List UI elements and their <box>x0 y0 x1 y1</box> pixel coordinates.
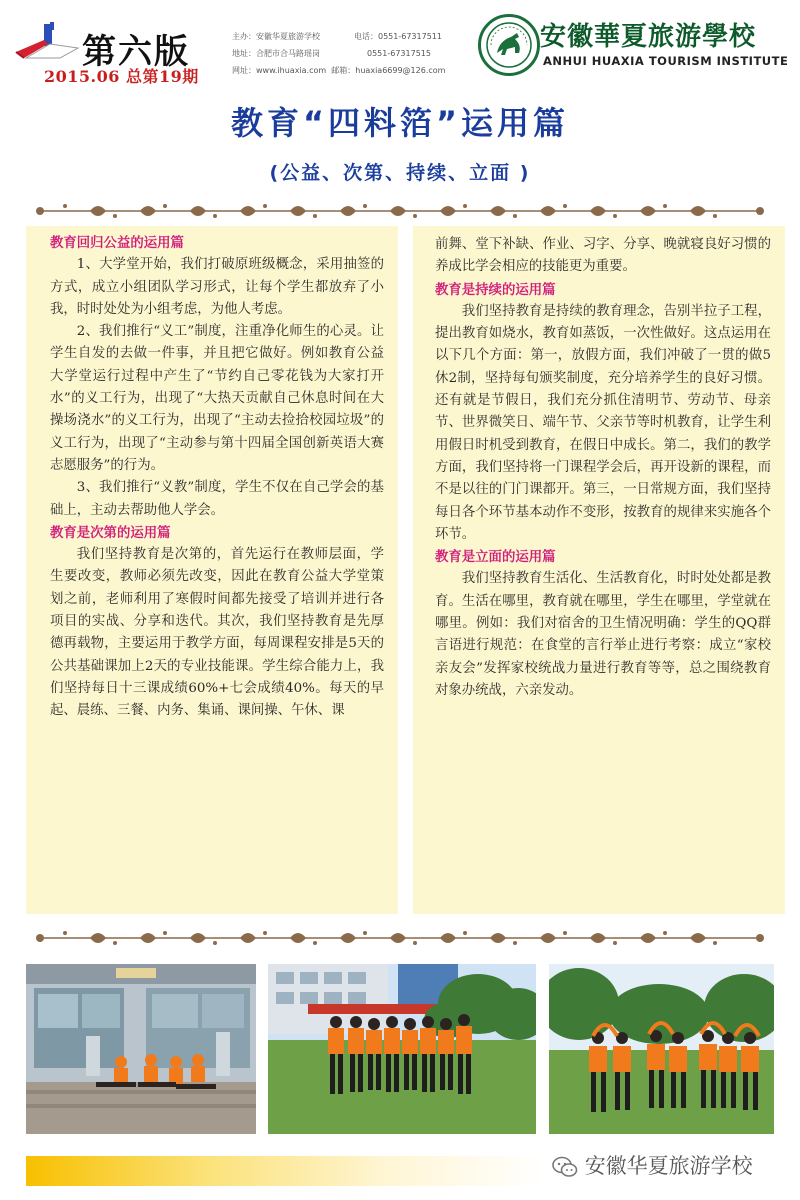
paragraph: 1、大学堂开始，我们打破原班级概念，采用抽签的方式，成立小组团队学习形式，让每个学生都放弃了小我，时时处处为小组考虑，为他人考虑。 <box>50 257 384 317</box>
ornament-divider-top <box>30 199 770 223</box>
school-name-en: ANHUI HUAXIA TOURISM INSTITUTE <box>543 54 789 68</box>
ornament-divider-bottom <box>30 926 770 950</box>
photo-students-heart-shapes <box>549 964 774 1134</box>
paragraph: 2、我们推行“义工”制度，注重净化师生的心灵。让学生自发的去做一件事，并且把它做好。例如教育公益大学堂运行过程中产生了“节约自己零花钱为大家打开水”的义工行为，出现了“大热天贡献自己休息时间在大操场浇水”的义工行为，出现了“主动去捡拾校园垃圾”的义工行为，出现了“主动参与第十四届全国创新英语大赛志愿服务”的行为。 <box>50 324 384 473</box>
website-text: 网址：www.ihuaxia.com <box>232 66 327 75</box>
sponsor-text: 主办：安徽华夏旅游学校 <box>232 32 320 41</box>
issue-label: 2015.06 总第19期 <box>44 67 199 86</box>
section-heading-sequence: 教育是次第的运用篇 <box>50 524 171 541</box>
paragraph: 我们坚持教育生活化、生活教育化，时时处处都是教育。生活在哪里，教育就在哪里，学生在哪里，学堂就在哪里。例如：我们对宿舍的卫生情况明确：学生的QQ群言语进行规范：在食堂的言行举止进行考察：成立“家校亲友会”发挥家校统战力量进行教育等等，总之围绕教育对象办统战，六亲发动。 <box>435 571 771 698</box>
email-text: 邮箱：huaxia6699@126.com <box>331 66 446 75</box>
page-header <box>0 0 800 90</box>
edition-label: 第六版 <box>82 32 190 72</box>
paragraph: 我们坚持教育是持续的教育理念，告别半拉子工程，提出教育如烧水，教育如蒸饭，一次性做好。这点运用在以下几个方面：第一，放假方面，我们冲破了一贯的做5休2制，坚持每旬颁奖制度，充分培养学生的良好习惯。还有就是节假日，我们充分抓住清明节、劳动节、母亲节、世界微笑日、端午节、父亲节等时机教育，让学生利用假日时机受到教育，在假日中成长。第二，我们的教学方面，我们坚持将一门课程学会后，再开设新的课程，而不是以往的门门课都开。第三，一日常规方面，我们坚持每日各个环节基本动作不变形，按教育的规律来实施各个环节。 <box>435 303 771 542</box>
section-heading-continuity: 教育是持续的运用篇 <box>435 281 556 298</box>
paragraph: 我们坚持教育是次第的，首先运行在教师层面，学生要改变，教师必须先改变，因此在教育公益大学堂策划之前，老师利用了寒假时间都先接受了培训并进行各项目的实战、分享和迭代。其次，我们坚持教育是先厚德再载物，主要运用于教学方面，每周课程安排是5天的公共基础课加上2天的专业技能课。学生综合能力上，我们坚持每日十三课成绩60%+七会成绩40%。每天的早起、晨练、三餐、内务、集诵、课间操、午休、课 <box>50 547 384 719</box>
article-subtitle: (公益、次第、持续、立面 ) <box>269 162 531 184</box>
article-title: 教育“四料箔”运用篇 <box>230 104 570 142</box>
article-column-right <box>413 226 785 914</box>
footer-bar <box>26 1156 546 1186</box>
section-heading-all-round: 教育是立面的运用篇 <box>435 549 556 566</box>
wechat-watermark <box>552 1150 753 1180</box>
wechat-icon <box>552 1156 578 1178</box>
paragraph-continued: 前舞、堂下补缺、作业、习字、分享、晚就寝良好习惯的养成比学会相应的技能更为重要。 <box>435 237 771 275</box>
phone1-text: 电话：0551-67317511 <box>354 32 442 41</box>
phone2-text: 0551-67317515 <box>367 49 431 58</box>
section-heading-public-welfare: 教育回归公益的运用篇 <box>50 235 184 251</box>
paragraph: 3、我们推行“义教”制度，学生不仅在自己学会的基础上，主动去帮助他人学会。 <box>50 480 384 518</box>
photo-students-cheering <box>268 964 536 1134</box>
book-logo-icon <box>14 22 84 60</box>
address-text: 地址：合肥市合马路瑶岗 <box>232 49 320 58</box>
photo-students-stretching <box>26 964 256 1134</box>
school-emblem-horse-icon <box>478 14 540 76</box>
masthead-info <box>232 28 445 79</box>
school-name-cn: 安徽華夏旅游學校 <box>540 22 757 52</box>
wechat-account-name: 安徽华夏旅游学校 <box>584 1154 753 1178</box>
article-column-left <box>26 226 398 914</box>
